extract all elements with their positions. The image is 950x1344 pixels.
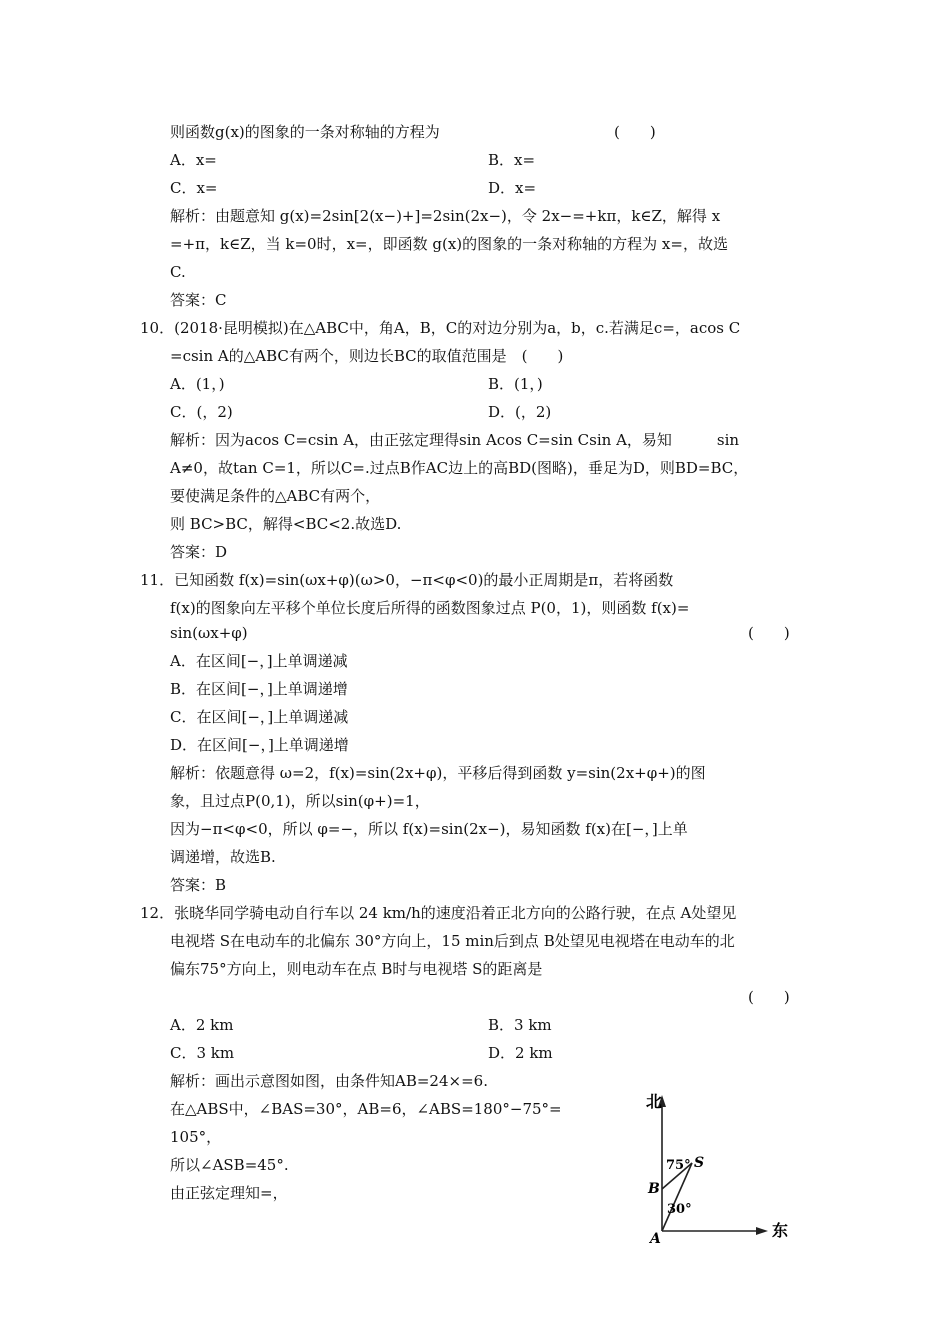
- q11-stem-line: sin(ωx+φ): [170, 624, 248, 642]
- q9-analysis-line: =+π，k∈Z，当 k=0时，x=，即函数 g(x)的图象的一条对称轴的方程为 x=，故选: [170, 235, 728, 253]
- q10-stem-line: 10．(2018·昆明模拟)在△ABC中，角A，B，C的对边分别为a，b，c.若满足c=，acos C: [140, 319, 741, 337]
- q11-analysis-line: 因为−π<φ<0，所以 φ=−，所以 f(x)=sin(2x−)，易知函数 f(x)在[−，]上单: [170, 820, 688, 838]
- q12-answer-paren: ( ): [748, 988, 790, 1006]
- q12-option-c: C．3 km: [170, 1044, 235, 1062]
- q11-answer-paren: ( ): [748, 624, 790, 642]
- q11-analysis-line: 解析：依题意得 ω=2，f(x)=sin(2x+φ)，平移后得到函数 y=sin(2x+φ+)的图: [170, 764, 706, 782]
- q10-analysis-line: 则 BC>BC，解得<BC<2.故选D.: [170, 515, 402, 533]
- east-arrowhead: [756, 1227, 768, 1235]
- point-a-label: A: [650, 1231, 661, 1247]
- point-b-label: B: [648, 1181, 660, 1197]
- q11-analysis-line: 象，且过点P(0,1)，所以sin(φ+)=1，: [170, 792, 430, 810]
- q10-option-b: B．(1，): [488, 375, 543, 393]
- q9-answer: 答案：C: [170, 291, 227, 309]
- q12-stem-line: 电视塔 S在电动车的北偏东 30°方向上，15 min后到点 B处望见电视塔在电动车的北: [170, 932, 735, 950]
- segment-as: [662, 1163, 692, 1231]
- q9-option-b: B．x=: [488, 151, 536, 169]
- q11-option-c: C．在区间[−，]上单调递减: [170, 708, 349, 726]
- q10-analysis-line: 解析：因为acos C=csin A，由正弦定理得sin Acos C=sin Csin A，易知 sin: [170, 431, 740, 449]
- q12-analysis-line: 由正弦定理知=，: [170, 1184, 288, 1202]
- angle-b-label: 75°: [666, 1158, 691, 1173]
- q11-option-a: A．在区间[−，]上单调递减: [170, 652, 348, 670]
- q11-stem-line: 11．已知函数 f(x)=sin(ωx+φ)(ω>0，−π<φ<0)的最小正周期是π，若将函数: [140, 571, 674, 589]
- q9-analysis-line: 解析：由题意知 g(x)=2sin[2(x−)+]=2sin(2x−)，令 2x−=+kπ，k∈Z，解得 x: [170, 207, 721, 225]
- point-s-label: S: [694, 1155, 705, 1171]
- q9-option-d: D．x=: [488, 179, 537, 197]
- q10-option-a: A．(1，): [170, 375, 225, 393]
- q9-option-c: C．x=: [170, 179, 218, 197]
- q10-stem-line: =csin A的△ABC有两个，则边长BC的取值范围是 ( ): [170, 347, 564, 365]
- direction-diagram: [630, 1085, 800, 1250]
- q12-option-a: A．2 km: [170, 1016, 234, 1034]
- q10-answer: 答案：D: [170, 543, 228, 561]
- east-label: 东: [771, 1221, 789, 1240]
- q11-option-d: D．在区间[−，]上单调递增: [170, 736, 349, 754]
- q11-analysis-line: 调递增，故选B.: [170, 848, 276, 866]
- q10-option-d: D．(，2): [488, 403, 552, 421]
- q12-analysis-line: 105°，: [170, 1128, 222, 1146]
- q11-stem-line: f(x)的图象向左平移个单位长度后所得的函数图象过点 P(0，1)，则函数 f(x)=: [170, 599, 690, 617]
- q12-stem-line: 偏东75°方向上，则电动车在点 B时与电视塔 S的距离是: [170, 960, 543, 978]
- q10-analysis-line: 要使满足条件的△ABC有两个，: [170, 487, 381, 505]
- angle-a-label: 30°: [667, 1202, 692, 1217]
- q12-analysis-line: 所以∠ASB=45°.: [170, 1156, 289, 1174]
- q12-option-b: B．3 km: [488, 1016, 552, 1034]
- north-label: 北: [645, 1092, 663, 1111]
- q12-analysis-line: 在△ABS中，∠BAS=30°，AB=6，∠ABS=180°−75°=: [170, 1100, 562, 1118]
- q9-stem: 则函数g(x)的图象的一条对称轴的方程为: [170, 123, 440, 141]
- q12-analysis-line: 解析：画出示意图如图，由条件知AB=24×=6.: [170, 1072, 488, 1090]
- q9-analysis-line: C.: [170, 263, 186, 281]
- q11-option-b: B．在区间[−，]上单调递增: [170, 680, 348, 698]
- q11-answer: 答案：B: [170, 876, 227, 894]
- q12-option-d: D．2 km: [488, 1044, 553, 1062]
- q10-analysis-line: A≠0，故tan C=1，所以C=.过点B作AC边上的高BD(图略)，垂足为D，则BD=BC，: [170, 459, 749, 477]
- q9-answer-paren: ( ): [614, 123, 656, 141]
- q9-option-a: A．x=: [170, 151, 217, 169]
- q12-stem-line: 12．张晓华同学骑电动自行车以 24 km/h的速度沿着正北方向的公路行驶，在点 A处望见: [140, 904, 737, 922]
- q10-option-c: C．(，2): [170, 403, 233, 421]
